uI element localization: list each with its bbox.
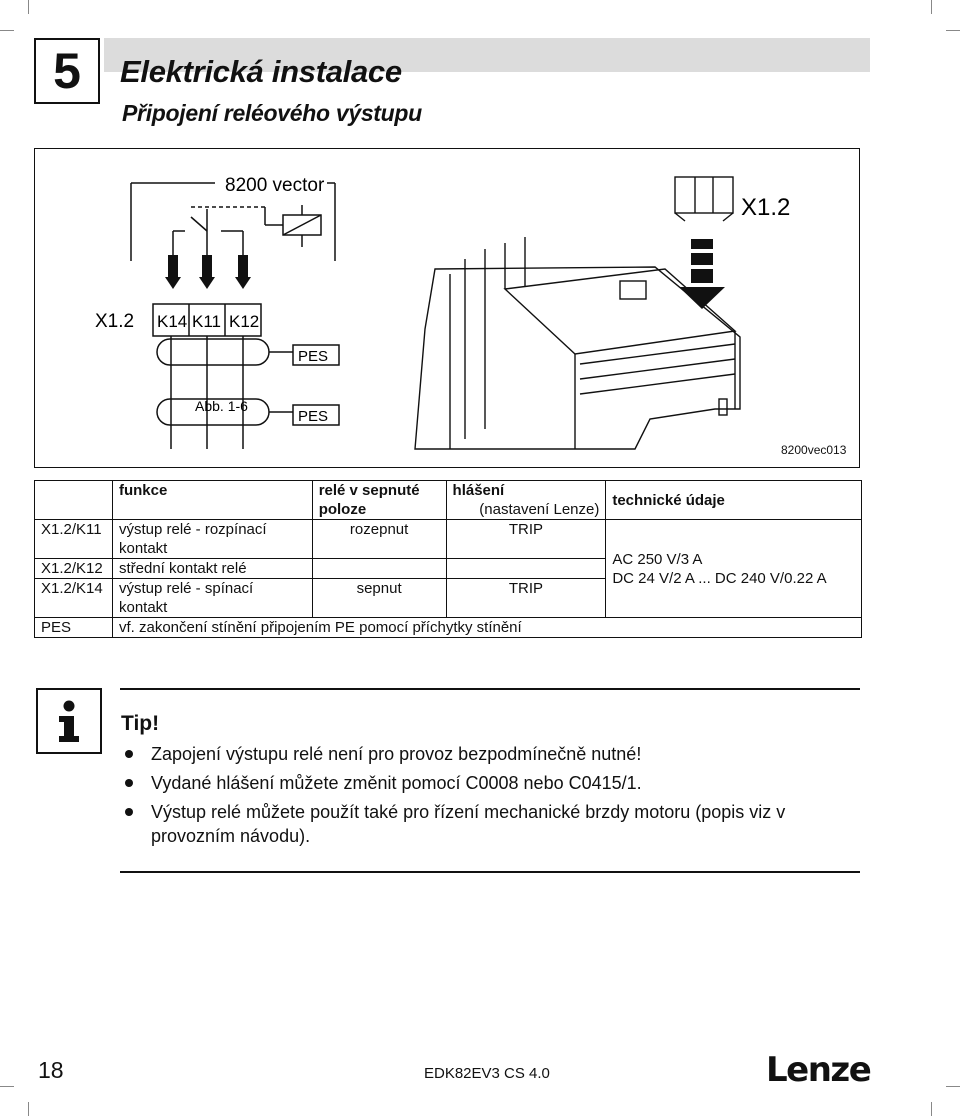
row-terminal: X1.2/K14 [35,579,113,618]
crop-mark [28,1102,29,1116]
cable-wires [157,336,293,449]
table-row-pes [35,618,862,638]
relay-contacts [173,209,243,257]
list-item: Vydané hlášení můžete změnit pomocí C0008 nebo C0415/1. [125,771,825,795]
tech-value-dc: DC 24 V/2 A ... DC 240 V/0.22 A [612,569,827,587]
row-function: střední kontakt relé [112,559,312,579]
row-message: TRIP [446,579,606,618]
crop-mark [0,30,14,31]
table-header-relay-state: relé v sepnuté poloze [312,481,446,520]
table-row [35,520,862,559]
terminal-k11: K11 [192,312,221,331]
crop-mark [946,1086,960,1087]
screw-terminals [165,255,251,289]
tip-title: Tip! [121,712,160,735]
row-message: TRIP [446,520,606,559]
row-terminal: X1.2/K11 [35,520,113,559]
relay-coil [191,205,321,247]
row-state: rozepnut [312,520,446,559]
terminal-strip-label: X1.2 [95,311,135,332]
table-header-row [35,481,862,520]
tip-rule-bottom [120,871,860,873]
insert-arrow [679,239,725,309]
wiring-diagram [35,149,861,469]
connector-label: X1.2 [741,194,791,221]
table-header-tech: technické údaje [606,481,862,520]
abb-label: Abb. 1-6 [195,398,248,414]
crop-mark [931,0,932,14]
row-state: sepnut [312,579,446,618]
pes-label-1: PES [298,348,329,365]
table-header-message-sub: (nastavení Lenze) [479,501,600,518]
page-title: Elektrická instalace [120,54,402,89]
table-header-terminal [35,481,113,520]
tip-list [125,742,825,853]
document-code: EDK82EV3 CS 4.0 [424,1065,550,1082]
connector-plug [675,177,733,221]
row-function: výstup relé - spínací kontakt [112,579,312,618]
relay-spec-table [34,480,862,638]
chapter-number: 5 [34,38,100,104]
page-number: 18 [38,1057,64,1083]
crop-mark [0,1086,14,1087]
terminal-k12: K12 [229,312,260,331]
table-header-message [446,481,606,520]
info-glyph [38,690,100,752]
device-label: 8200 vector [225,175,325,196]
row-terminal: X1.2/K12 [35,559,113,579]
page-subtitle: Připojení reléového výstupu [122,100,422,126]
drive-unit-drawing [415,237,740,449]
row-function: výstup relé - rozpínací kontakt [112,520,312,559]
figure-id: 8200vec013 [781,443,847,457]
info-icon [36,688,102,754]
row-pes-text: vf. zakončení stínění připojením PE pomocí příchytky stínění [112,618,605,638]
pes-label-2: PES [298,408,329,425]
tech-data-cell [606,520,862,618]
row-terminal: PES [35,618,113,638]
row-state [312,559,446,579]
list-item: Výstup relé můžete použít také pro řízení mechanické brzdy motoru (popis viz v provozním návodu). [125,800,825,848]
list-item: Zapojení výstupu relé není pro provoz bezpodmínečně nutné! [125,742,825,766]
tip-rule-top [120,688,860,690]
table-header-function: funkce [112,481,312,520]
crop-mark [28,0,29,14]
crop-mark [931,1102,932,1116]
table-header-message-title: hlášení [452,482,505,499]
crop-mark [946,30,960,31]
tech-value-ac: AC 250 V/3 A [612,550,703,568]
row-message [446,559,606,579]
lenze-logo: Lenze [766,1050,871,1090]
terminal-k14: K14 [157,312,188,331]
wiring-figure [34,148,860,468]
